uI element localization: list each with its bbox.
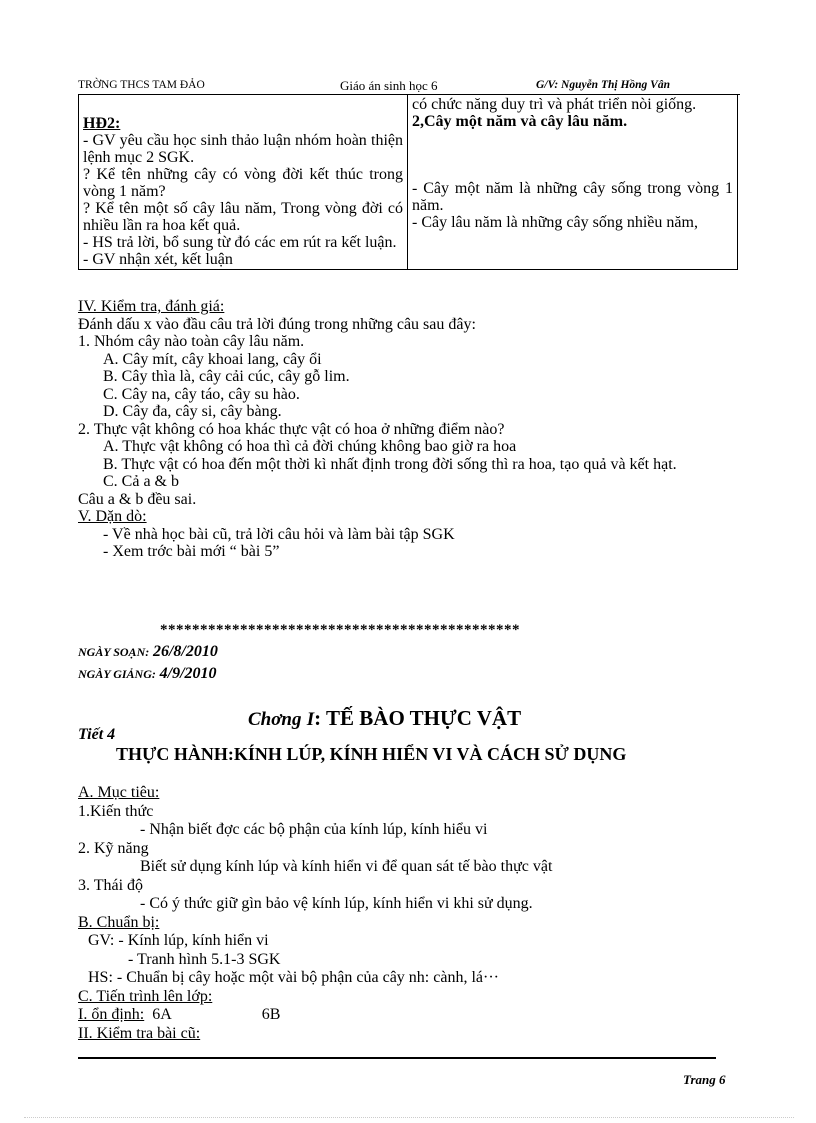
activity-line: - GV nhận xét, kết luận: [83, 251, 233, 268]
prepared-date-label: NGÀY SOẠN:: [78, 645, 150, 659]
lesson-title: THỰC HÀNH:KÍNH LÚP, KÍNH HIỂN VI VÀ CÁCH SỬ DỤNG: [116, 744, 627, 764]
prep-teacher: GV: - Kính lúp, kính hiển vi: [88, 932, 269, 949]
quiz-section: [78, 298, 743, 561]
knowledge-heading: 1.Kiến thức: [78, 802, 154, 820]
process-step-2: II. Kiểm tra bài cũ:: [78, 1024, 201, 1042]
content-cell: [408, 95, 738, 270]
skills-heading: 2. Kỹ năng: [78, 839, 149, 857]
attitude-text: - Có ý thức giữ gìn bảo vệ kính lúp, kính hiển vi khi sử dụng.: [140, 895, 533, 912]
objectives-heading: A. Mục tiêu:: [78, 784, 160, 801]
quiz-option: B. Cây thìa là, cây cải cúc, cây gỗ lim.: [103, 368, 350, 385]
content-line: có chức năng duy trì và phát triển nòi giống.: [412, 96, 697, 113]
chapter-title: [248, 706, 521, 731]
activity-heading: HĐ2:: [83, 115, 121, 132]
chapter-name: : TẾ BÀO THỰC VẬT: [314, 706, 522, 730]
prepared-date: [78, 643, 218, 661]
quiz-option: D. Cây đa, cây si, cây bàng.: [103, 403, 282, 420]
prep-heading: B. Chuẩn bị:: [78, 913, 160, 931]
process-step-1-label: I. ổn định:: [78, 1006, 145, 1023]
content-line: - Cây một năm là những cây sống trong vòng 1 năm.: [412, 180, 733, 214]
lesson-plan-body: [78, 784, 743, 1043]
process-step-1: [78, 1006, 743, 1025]
chapter-prefix: Chơng: [248, 709, 302, 730]
teacher-activity-cell: [79, 95, 408, 270]
teaching-date-value: 4/9/2010: [159, 665, 217, 682]
page-header: [78, 78, 740, 95]
quiz-intro: Đánh dấu x vào đầu câu trả lời đúng trong những câu sau đây:: [78, 315, 476, 333]
chapter-number: I: [306, 709, 315, 730]
activity-line: ? Kể tên những cây có vòng đời kết thúc trong vòng 1 năm?: [83, 166, 403, 200]
quiz-option: B. Thực vật có hoa đến một thời kì nhất định trong đời sống thì ra hoa, tạo quả và kết hạt.: [103, 455, 677, 473]
knowledge-text: - Nhận biết đợc các bộ phận của kính lúp, kính hiểu vi: [140, 821, 488, 838]
attitude-heading: 3. Thái độ: [78, 876, 144, 894]
activity-line: ? Kể tên một số cây lâu năm, Trong vòng đời có nhiều lần ra hoa kết quả.: [83, 200, 403, 234]
prep-student: HS: - Chuẩn bị cây hoặc một vài bộ phận của cây nh: cành, lá···: [88, 969, 499, 986]
quiz-note: Câu a & b đều sai.: [78, 490, 197, 508]
homework-item: - Xem trớc bài mới “ bài 5”: [103, 543, 280, 560]
process-heading: C. Tiến trình lên lớp:: [78, 987, 213, 1005]
footer-rule: [78, 1057, 716, 1059]
quiz-heading: IV. Kiểm tra, đánh giá:: [78, 298, 225, 315]
school-name: TRỜNG THCS TAM ĐẢO: [78, 79, 205, 91]
homework-item: - Về nhà học bài cũ, trả lời câu hỏi và làm bài tập SGK: [103, 525, 455, 543]
quiz-option: C. Cả a & b: [103, 473, 179, 490]
content-subheading: 2,Cây một năm và cây lâu năm.: [412, 113, 628, 130]
prepared-date-value: 26/8/2010: [152, 643, 218, 660]
subject-name: Giáo án sinh học 6: [340, 78, 438, 93]
quiz-option: A. Cây mít, cây khoai lang, cây ổi: [103, 350, 322, 368]
activity-line: - HS trả lời, bổ sung từ đó các em rút ra kết luận.: [83, 234, 397, 251]
content-line: - Cây lâu năm là những cây sống nhiều năm,: [412, 214, 698, 231]
quiz-question: 1. Nhóm cây nào toàn cây lâu năm.: [78, 333, 305, 350]
activity-table: [78, 94, 738, 270]
prep-teacher-item: - Tranh hình 5.1-3 SGK: [128, 950, 281, 968]
class-6b: 6B: [261, 1006, 281, 1023]
skills-text: Biết sử dụng kính lúp và kính hiển vi để quan sát tế bào thực vật: [140, 858, 553, 875]
page-number: Trang 6: [683, 1072, 726, 1087]
homework-heading: V. Dặn dò:: [78, 508, 147, 525]
quiz-question: 2. Thực vật không có hoa khác thực vật có hoa ở những điểm nào?: [78, 420, 505, 438]
lesson-number: Tiết 4: [78, 726, 116, 743]
class-6a: 6A: [152, 1006, 172, 1023]
quiz-option: C. Cây na, cây táo, cây su hào.: [103, 385, 300, 403]
teacher-name: G/V: Nguyễn Thị Hồng Vân: [536, 79, 670, 91]
teaching-date: [78, 665, 217, 683]
activity-line: - GV yêu cầu học sinh thảo luận nhóm hoàn thiện lệnh mục 2 SGK.: [83, 132, 403, 166]
page-edge: [24, 1117, 794, 1118]
quiz-option: A. Thực vật không có hoa thì cả đời chúng không bao giờ ra hoa: [103, 438, 517, 455]
teaching-date-label: NGÀY GIẢNG:: [78, 667, 156, 681]
separator-stars: *********************************************: [160, 622, 520, 638]
